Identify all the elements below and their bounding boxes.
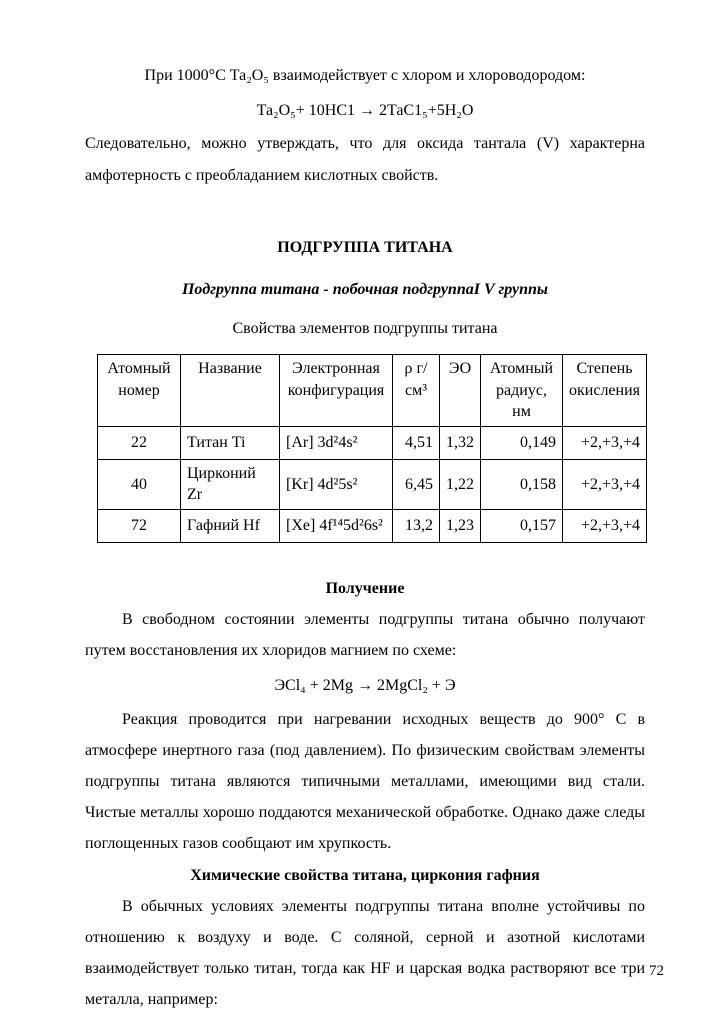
chem-paragraph-1: В обычных условиях элементы подгруппы титана вполне устойчивы по отношению к воздуху и воде. С соляной, серной и азотной кислотами взаимодействует только титан, тогда как HF и царская водка растворяют все три металла, например: [85,897,645,1009]
cell-electronegativity: 1,32 [440,426,481,459]
cell-electronegativity: 1,22 [440,459,481,509]
reaction-formula-magnesium: ЭCl₄ + 2Mg → 2MgCl₂ + Э [274,677,456,695]
header-density: ρ г/см³ [393,354,440,426]
section-title: ПОДГРУППА ТИТАНА [277,238,453,256]
table-row [98,459,647,509]
cell-density: 13,2 [393,509,440,542]
header-electronegativity: ЭО [440,354,481,426]
poluchenie-paragraph-2: Реакция проводится при нагревании исходных веществ до 900° С в атмосфере инертного газа (под давлением). По физическим свойствам элементы подгруппы титана являются типичными металлами, имеющими вид стали. Чистые металлы хорошо поддаются механической обработке. Однако даже следы поглощенных газов сообщают им хрупкость. [85,710,645,853]
header-name: Название [181,354,280,426]
header-atomic-number: Атомный номер [98,354,181,426]
cell-oxidation-state: +2,+3,+4 [563,509,647,542]
table-row [98,509,647,542]
page-number: 72 [649,963,664,979]
cell-electronegativity: 1,23 [440,509,481,542]
header-electron-configuration: Электронная конфигурация [280,354,393,426]
table-header-row [98,354,647,426]
cell-atomic-number: 22 [98,426,181,459]
table-row [98,426,647,459]
cell-electron-configuration: [Xe] 4f¹⁴5d²6s² [280,509,393,542]
cell-oxidation-state: +2,+3,+4 [563,459,647,509]
cell-name: Цирконий Zr [181,459,280,509]
cell-atomic-number: 72 [98,509,181,542]
intro-paragraph-2: Следовательно, можно утверждать, что для оксида тантала (V) характерна амфотерность с преобладанием кислотных свойств. [85,135,645,184]
header-oxidation-state: Степень окисления [563,354,647,426]
cell-atomic-radius: 0,149 [481,426,563,459]
intro-paragraph-1: При 1000°С Та₂О₅ взаимодействует с хлором и хлороводородом: [144,67,586,84]
cell-atomic-radius: 0,158 [481,459,563,509]
cell-name: Гафний Hf [181,509,280,542]
cell-density: 6,45 [393,459,440,509]
cell-electron-configuration: [Ar] 3d²4s² [280,426,393,459]
titanium-subgroup-properties-table [97,354,647,543]
cell-oxidation-state: +2,+3,+4 [563,426,647,459]
cell-name: Титан Ti [181,426,280,459]
section-subtitle: Подгруппа титана - побочная подгруппаI V группы [181,281,549,299]
cell-atomic-number: 40 [98,459,181,509]
heading-poluchenie: Получение [325,579,405,597]
cell-electron-configuration: [Kr] 4d²5s² [280,459,393,509]
heading-chemical-properties: Химические свойства титана, циркония гафния [190,866,540,884]
header-atomic-radius: Атомный радиус, нм [481,354,563,426]
reaction-formula-tantalum: Та₂О₅+ 10НС1 → 2ТаС1₅+5Н₂О [256,102,474,120]
table-caption: Свойства элементов подгруппы титана [232,319,498,337]
cell-density: 4,51 [393,426,440,459]
poluchenie-paragraph-1: В свободном состоянии элементы подгруппы титана обычно получают путем восстановления их хлоридов магнием по схеме: [85,611,645,660]
cell-atomic-radius: 0,157 [481,509,563,542]
